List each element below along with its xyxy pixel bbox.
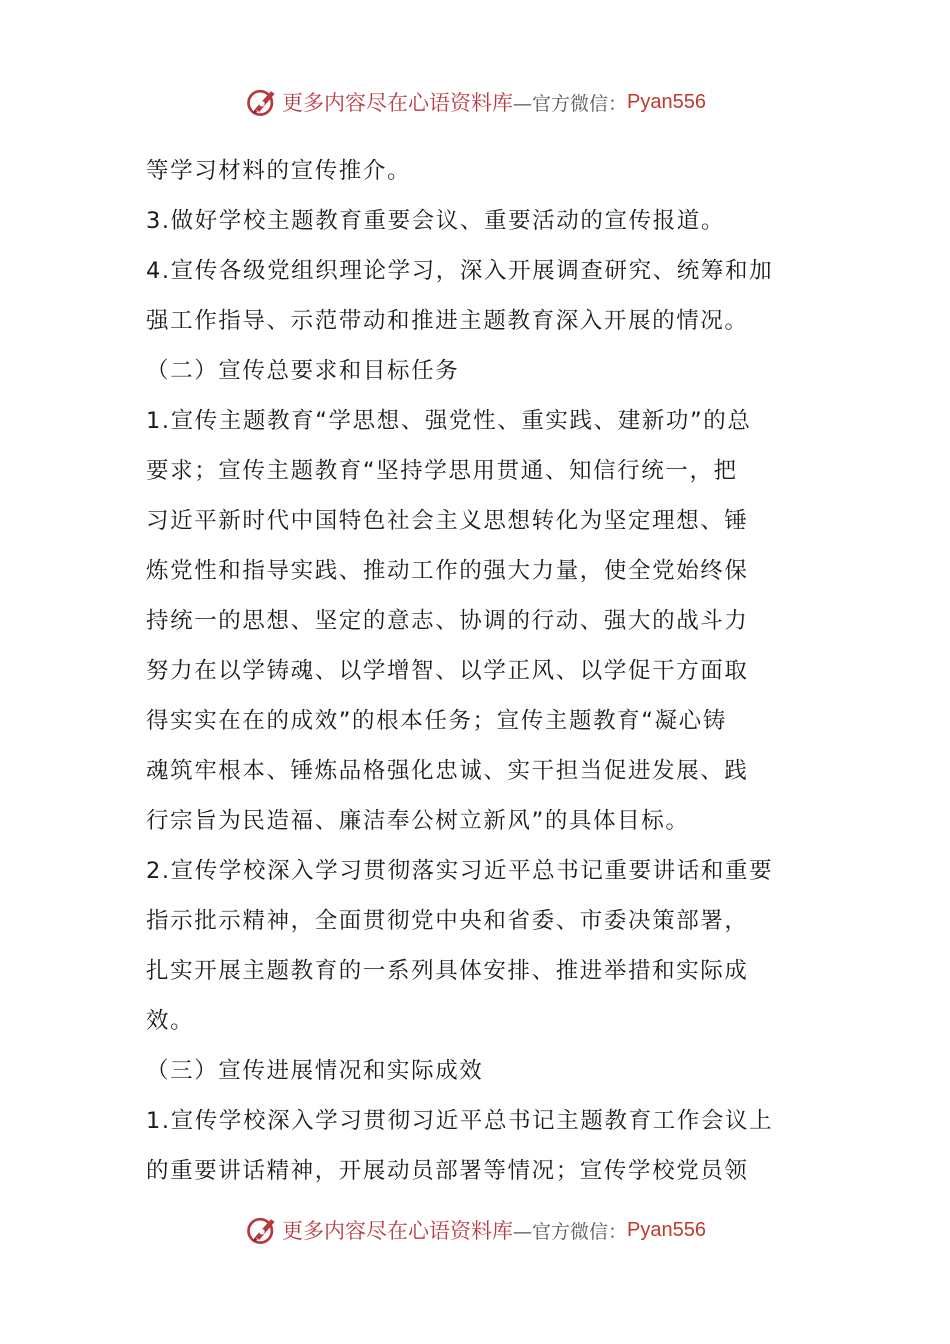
text-line: 1.宣传学校深入学习贯彻习近平总书记主题教育工作会议上 [146, 1108, 774, 1134]
text-line: 4.宣传各级党组织理论学习，深入开展调查研究、统筹和加 [146, 258, 774, 284]
section-heading: （三）宣传进展情况和实际成效 [146, 1058, 484, 1084]
banner-sub-text: —官方微信： [513, 1220, 628, 1243]
banner-main-text: 更多内容尽在心语资料库 [282, 1219, 513, 1243]
text-line: 持统一的思想、坚定的意志、协调的行动、强大的战斗力 [146, 608, 749, 634]
pen-logo-icon [244, 1212, 280, 1248]
document-body [146, 146, 810, 1196]
text-line: 炼党性和指导实践、推动工作的强大力量，使全党始终保 [146, 558, 749, 584]
text-line: 2.宣传学校深入学习贯彻落实习近平总书记重要讲话和重要 [146, 858, 774, 884]
banner-main-text: 更多内容尽在心语资料库 [282, 91, 513, 115]
text-line: 等学习材料的宣传推介。 [146, 158, 412, 184]
text-line: 扎实开展主题教育的一系列具体安排、推进举措和实际成 [146, 958, 749, 984]
banner-sub-text: —官方微信： [513, 92, 628, 115]
footer-watermark-banner [0, 1208, 950, 1252]
section-heading: （二）宣传总要求和目标任务 [146, 358, 460, 384]
banner-wechat-id: Pyan556 [627, 1218, 706, 1241]
text-line: 行宗旨为民造福、廉洁奉公树立新风”的具体目标。 [146, 808, 690, 834]
text-line: 指示批示精神，全面贯彻党中央和省委、市委决策部署， [146, 908, 749, 934]
text-line: 努力在以学铸魂、以学增智、以学正风、以学促干方面取 [146, 658, 749, 684]
text-line: 得实实在在的成效”的根本任务；宣传主题教育“凝心铸 [146, 708, 727, 734]
text-line: 1.宣传主题教育“学思想、强党性、重实践、建新功”的总 [146, 408, 752, 434]
text-line: 魂筑牢根本、锤炼品格强化忠诚、实干担当促进发展、践 [146, 758, 749, 784]
text-line: 的重要讲话精神，开展动员部署等情况；宣传学校党员领 [146, 1158, 749, 1184]
pen-logo-icon [244, 84, 280, 120]
text-line: 要求；宣传主题教育“坚持学思用贯通、知信行统一，把 [146, 458, 738, 484]
text-line: 习近平新时代中国特色社会主义思想转化为坚定理想、锤 [146, 508, 749, 534]
text-line: 强工作指导、示范带动和推进主题教育深入开展的情况。 [146, 308, 749, 334]
banner-wechat-id: Pyan556 [627, 90, 706, 113]
text-line: 效。 [146, 1008, 195, 1034]
header-watermark-banner [0, 80, 950, 124]
text-line: 3.做好学校主题教育重要会议、重要活动的宣传报道。 [146, 208, 725, 234]
